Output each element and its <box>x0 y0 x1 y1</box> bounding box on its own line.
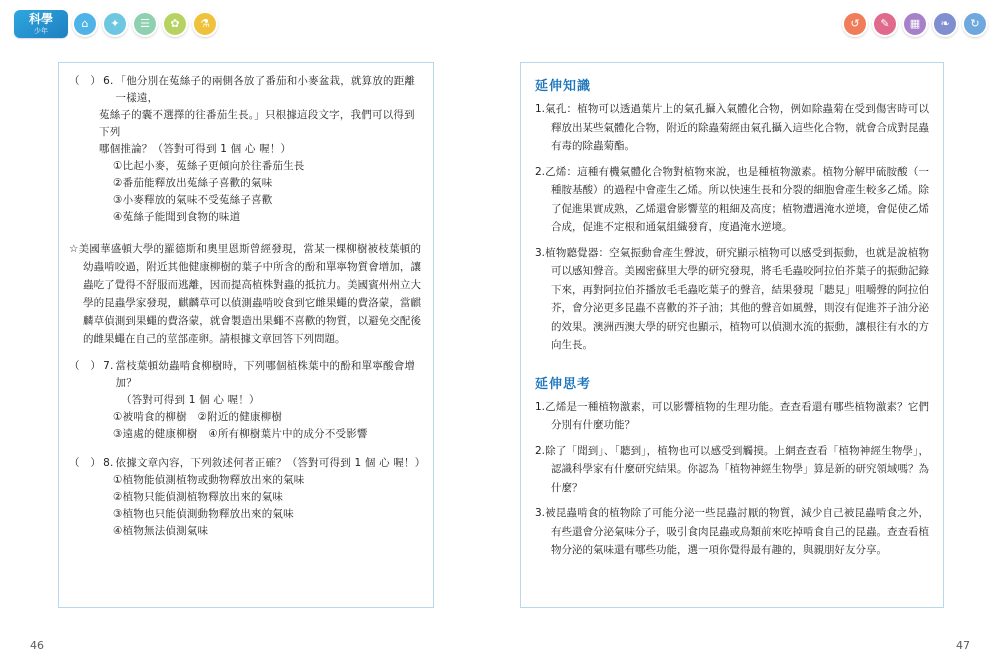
extended-thinking-item-1: 1.乙烯是一種植物激素，可以影響植物的生理功能。查查看還有哪些植物激素？它們分別有什麼功能？ <box>535 400 929 431</box>
q7-option-2[interactable]: ③遠處的健康柳樹 ④所有柳樹葉片中的成分不受影響 <box>113 428 368 440</box>
toolbar-left-group <box>72 11 218 37</box>
bookmark-icon: ❧ <box>940 16 950 30</box>
logo[interactable] <box>14 10 68 38</box>
q7-line-1: 當枝葉頓幼蟲啃食柳樹時，下列哪個植株葉中的酚和單寧酸會增加？ <box>115 360 416 389</box>
q6-option-1[interactable]: ①比起小麥，菟絲子更傾向於往番茄生長 <box>113 160 305 172</box>
page-number-left: 46 <box>30 639 44 652</box>
nav-btn-list[interactable] <box>132 11 158 37</box>
q6-option-4[interactable]: ④菟絲子能聞到食物的味道 <box>113 211 241 223</box>
q8-option-1[interactable]: ①植物能偵測植物或動物釋放出來的氣味 <box>113 474 305 486</box>
q6-option-3[interactable]: ③小麥釋放的氣味不受菟絲子喜歡 <box>113 194 273 206</box>
q6-number: 6. <box>103 75 114 87</box>
q6-option-2[interactable]: ②番茄能釋放出菟絲子喜歡的氣味 <box>113 177 273 189</box>
home-icon: ⌂ <box>81 16 89 30</box>
q7-number: 7. <box>103 360 114 372</box>
q8-answer-paren[interactable]: （ ） <box>69 457 102 469</box>
nav-btn-bookmark[interactable] <box>932 11 958 37</box>
grid-icon: ▦ <box>909 16 921 30</box>
nav-btn-home[interactable] <box>72 11 98 37</box>
toolbar-right-group <box>842 11 988 37</box>
q7-line-2: （答對可得到 1 個 心 喔！） <box>121 394 260 406</box>
nav-btn-thumbnails[interactable] <box>902 11 928 37</box>
leaf-icon: ✿ <box>170 16 180 30</box>
rotate-left-icon: ↺ <box>850 16 860 30</box>
book-icon: ✦ <box>110 16 120 30</box>
left-page-panel <box>58 62 434 608</box>
q8-number: 8. <box>103 457 114 469</box>
list-icon: ☰ <box>140 16 150 30</box>
rotate-right-icon: ↻ <box>970 16 980 30</box>
extended-knowledge-item-2: 2.乙烯：這種有機氣體化合物對植物來說，也是種植物激素。植物分解甲硫胺酸（一種胺基酸）的過程中會產生乙烯。所以快速生長和分裂的細胞會產生較多乙烯。除了促進果實成熟，乙烯還會影響莖的粗細及高度；植物遭遇淹水逆境，會促使乙烯合成，促進不定根和通氣組織發育，度過淹水逆境。 <box>535 165 929 233</box>
extended-thinking-item-2: 2.除了「聞到」、「聽到」，植物也可以感受到觸摸。上網查查看「植物神經生物學」，認識科學家有什麼研究結果。你認為「植物神經生物學」算是新的研究領域嗎？為什麼？ <box>535 444 929 494</box>
section-title-extended-thinking: 延伸思考 <box>535 376 592 392</box>
toolbar <box>0 0 1000 48</box>
q8-option-3[interactable]: ③植物也只能偵測動物釋放出來的氣味 <box>113 508 294 520</box>
extended-knowledge-item-1: 1.氣孔：植物可以透過葉片上的氣孔攝入氣體化合物，例如除蟲菊在受到傷害時可以釋放出某些氣體化合物，附近的除蟲菊經由氣孔攝入這些化合物，就會合成對昆蟲有毒的除蟲菊酯。 <box>535 103 929 152</box>
question-6 <box>69 73 421 226</box>
q8-option-2[interactable]: ②植物只能偵測植物釋放出來的氣味 <box>113 491 284 503</box>
section-title-extended-knowledge: 延伸知識 <box>535 79 592 94</box>
nav-btn-book[interactable] <box>102 11 128 37</box>
question-8 <box>69 455 426 540</box>
q7-option-1[interactable]: ①被啃食的柳樹 ②附近的健康柳樹 <box>113 411 283 423</box>
q6-answer-paren[interactable]: （ ） <box>69 75 102 87</box>
extended-thinking-item-3: 3.被昆蟲啃食的植物除了可能分泌一些昆蟲討厭的物質，減少自己被昆蟲啃食之外，有些還會分泌氣味分子，吸引食肉昆蟲或鳥類前來吃掉啃食自己的昆蟲。查查看植物分泌的氣味還有哪些功能，選一項你覺得最有趣的，與親朋好友分享。 <box>535 507 929 556</box>
q6-line-2: 菟絲子的囊不選擇的往番茄生長。」只根據這段文字，我們可以得到下列 <box>99 109 415 138</box>
q6-line-3: 哪個推論？（答對可得到 1 個 心 喔！） <box>99 143 292 155</box>
flask-icon: ⚗ <box>200 16 210 30</box>
right-page-panel <box>520 62 944 608</box>
q8-option-4[interactable]: ④植物無法偵測氣味 <box>113 525 209 537</box>
question-7 <box>69 358 421 443</box>
pencil-icon: ✎ <box>880 16 890 30</box>
nav-btn-prev-page[interactable] <box>872 11 898 37</box>
reading-passage: ☆美國華盛頓大學的羅德斯和奧里恩斯曾經發現，當某一棵柳樹被枝葉頓的幼蟲啃咬過，附近其他健康柳樹的葉子中所含的酚和單寧物質會增加，讓蟲吃了覺得不舒服而逃離，因而提高植株對蟲的抵抗力。美國賓州州立大學的昆蟲學家發現，麒麟草可以偵測蟲啃咬食到它雌果蠅的費洛蒙，當麒麟草偵測到果蠅的費洛蒙，就會製造出果蠅不喜歡的物質，以避免交配後的雌果蠅在自己的莖部產卵。請根據文章回答下列問題。 <box>69 243 421 345</box>
q6-line-1: 「他分別在菟絲子的兩側各放了番茄和小麥盆栽，就算放的距離一樣遠， <box>115 75 416 104</box>
nav-btn-flask[interactable] <box>192 11 218 37</box>
nav-btn-leaf[interactable] <box>162 11 188 37</box>
nav-btn-next-page[interactable] <box>962 11 988 37</box>
q8-line-1: 依據文章內容，下列敘述何者正確？（答對可得到 1 個 心 喔！） <box>115 457 426 469</box>
page-number-right: 47 <box>956 639 970 652</box>
nav-btn-first-page[interactable] <box>842 11 868 37</box>
q7-answer-paren[interactable]: （ ） <box>69 360 102 372</box>
logo-line1: 科學 <box>28 12 53 26</box>
logo-line2: 少年 <box>34 27 48 35</box>
extended-knowledge-item-3: 3.植物聽覺器：空氣振動會產生聲波，研究顯示植物可以感受到振動，也就是說植物可以感知聲音。美國密蘇里大學的研究發現，將毛毛蟲咬阿拉伯芥葉子的振動記錄下來，再對阿拉伯芥播放毛毛蟲吃葉子的聲音，結果發現「聽見」咀嚼聲的阿拉伯芥，會分泌更多昆蟲不喜歡的芥子油；其他的聲音如風聲，則沒有促進芥子油分泌的效果。澳洲西澳大學的研究也顯示，植物可以偵測水流的振動，讓根往有水的方向生長。 <box>535 246 929 351</box>
